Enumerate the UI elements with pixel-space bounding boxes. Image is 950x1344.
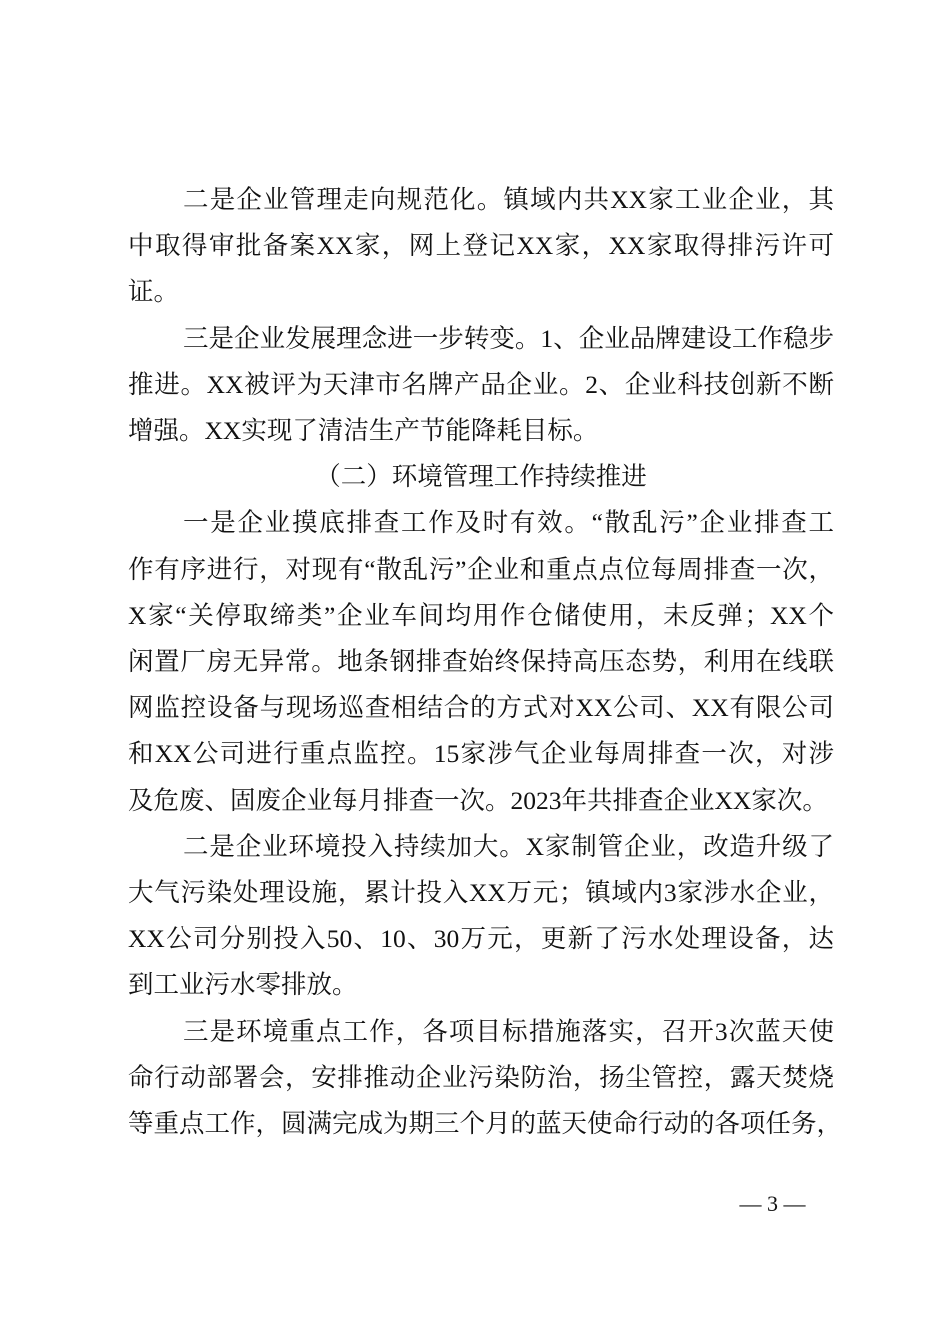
paragraph-line: X家“关停取缔类”企业车间均用作仓储使用，未反弹；XX个 xyxy=(128,600,834,630)
paragraph-line: 增强。XX实现了清洁生产节能降耗目标。 xyxy=(128,416,599,445)
paragraph-line: 一是企业摸底排查工作及时有效。“散乱污”企业排查工 xyxy=(183,508,834,538)
paragraph-line: 到工业污水零排放。 xyxy=(128,970,358,1000)
paragraph-line: XX公司分别投入50、10、30万元，更新了污水处理设备，达 xyxy=(128,924,834,954)
paragraph-line: 等重点工作，圆满完成为期三个月的蓝天使命行动的各项任务， xyxy=(128,1109,843,1138)
paragraph-line: 二是企业管理走向规范化。镇域内共XX家工业企业，其 xyxy=(183,185,834,214)
paragraph-line: 三是企业发展理念进一步转变。1、企业品牌建设工作稳步 xyxy=(183,323,834,353)
paragraph-line: 和XX公司进行重点监控。15家涉气企业每周排查一次，对涉 xyxy=(128,739,834,769)
paragraph-line: 网监控设备与现场巡查相结合的方式对XX公司、XX有限公司 xyxy=(128,693,834,723)
paragraph-line: 命行动部署会，安排推动企业污染防治，扬尘管控，露天焚烧 xyxy=(128,1062,834,1092)
paragraph-line: 二是企业环境投入持续加大。X家制管企业，改造升级了 xyxy=(183,831,834,861)
paragraph-line: 中取得审批备案XX家，网上登记XX家，XX家取得排污许可 xyxy=(128,231,834,261)
paragraph-line: 闲置厂房无异常。地条钢排查始终保持高压态势，利用在线联 xyxy=(128,647,834,676)
paragraph-line: 作有序进行，对现有“散乱污”企业和重点点位每周排查一次， xyxy=(128,554,834,584)
paragraph-line: 大气污染处理设施，累计投入XX万元；镇域内3家涉水企业， xyxy=(128,878,834,907)
paragraph-line: 证。 xyxy=(128,277,180,307)
paragraph-line: 推进。XX被评为天津市名牌产品企业。2、企业科技创新不断 xyxy=(128,369,834,399)
section-heading: （二）环境管理工作持续推进 xyxy=(315,462,647,492)
paragraph-line: 三是环境重点工作，各项目标措施落实，召开3次蓝天使 xyxy=(183,1016,834,1046)
page-number: — 3 — xyxy=(739,1191,806,1216)
paragraph-line: 及危废、固废企业每月排查一次。2023年共排查企业XX家次。 xyxy=(128,785,828,815)
